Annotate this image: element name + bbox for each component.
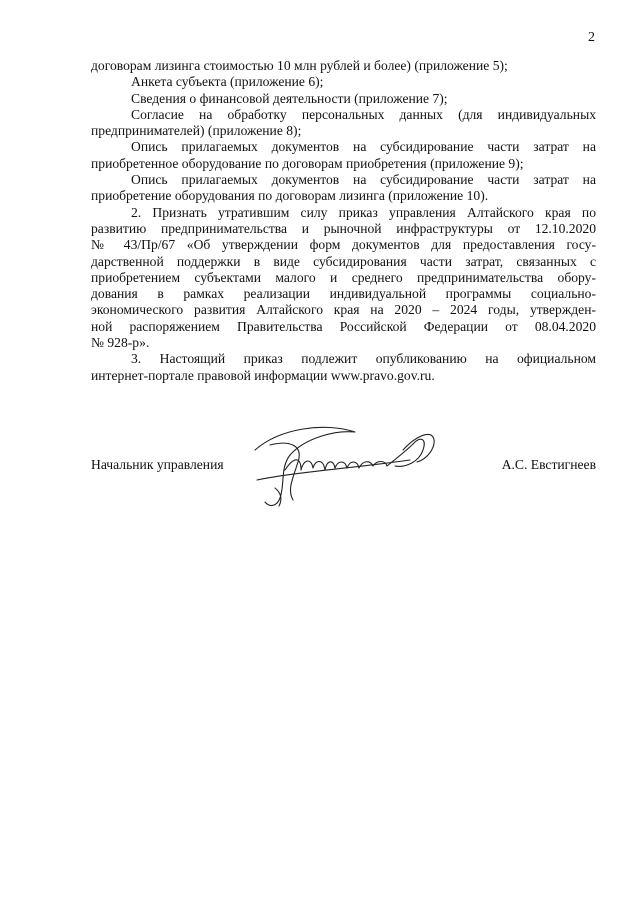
body-line: экономического развития Алтайского края на 2020 – 2024 годы, утвержден- [91, 302, 596, 318]
body-line: развитию предпринимательства и рыночной инфраструктуры от 12.10.2020 [91, 220, 596, 236]
body-line: приобретением субъектами малого и среднего предпринимательства обору- [91, 269, 596, 285]
body-line: приобретенное оборудование по договорам приобретения (приложение 9); [91, 155, 524, 171]
body-line: Анкета субъекта (приложение 6); [131, 74, 324, 90]
body-line: договорам лизинга стоимостью 10 млн рублей и более) (приложение 5); [91, 58, 508, 73]
body-line: дования в рамках реализации индивидуальной программы социально- [91, 286, 596, 302]
body-line: 3. Настоящий приказ подлежит опубликованию на официальном [131, 351, 596, 367]
signature-block [91, 457, 596, 477]
page-number: 2 [588, 30, 595, 45]
document-body [91, 58, 596, 384]
signatory-name: А.С. Евстигнеев [501, 457, 596, 472]
body-line: 2. Признать утратившим силу приказ управления Алтайского края по [131, 204, 596, 220]
body-line: Согласие на обработку персональных данных (для индивидуальных [131, 106, 596, 122]
body-line: № 43/Пр/67 «Об утверждении форм документов для предоставления госу- [91, 237, 596, 253]
body-line: дарственной поддержки в виде субсидирования части затрат, связанных с [91, 253, 596, 269]
body-line: приобретение оборудования по договорам лизинга (приложение 10). [91, 188, 489, 204]
body-line: Сведения о финансовой деятельности (приложение 7); [131, 90, 448, 106]
body-line: предпринимателей) (приложение 8); [91, 123, 302, 139]
body-line: Опись прилагаемых документов на субсидирование части затрат на [131, 172, 596, 188]
body-line: Опись прилагаемых документов на субсидирование части затрат на [131, 139, 596, 155]
body-line: ной распоряжением Правительства Российской Федерации от 08.04.2020 [91, 318, 596, 334]
signatory-position: Начальник управления [91, 457, 224, 472]
body-line: № 928-р». [91, 335, 150, 351]
body-line: интернет-портале правовой информации www.pravo.gov.ru. [91, 367, 435, 383]
